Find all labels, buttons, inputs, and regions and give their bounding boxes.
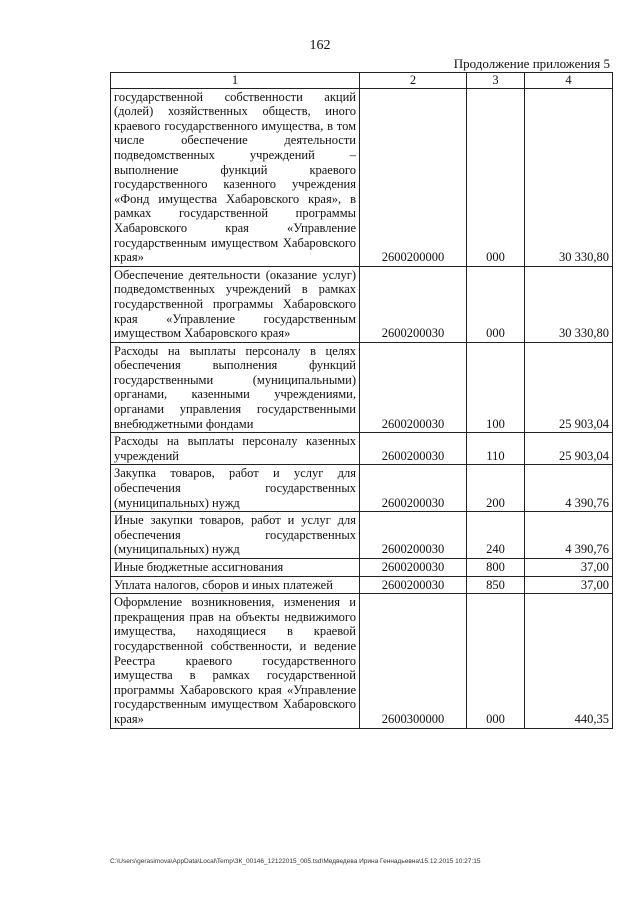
table-row xyxy=(111,594,613,728)
row-amount: 440,35 xyxy=(525,594,613,728)
row-target-code: 2600200030 xyxy=(360,512,467,559)
row-amount: 37,00 xyxy=(525,576,613,594)
row-expense-type: 200 xyxy=(467,465,525,512)
row-description: Расходы на выплаты персоналу в целях обеспечения выполнения функций государственными (муниципальными) органами, казенными учреждениями, органами управления государственными внебюджетными фондами xyxy=(111,342,360,433)
table-row xyxy=(111,433,613,465)
row-description: Уплата налогов, сборов и иных платежей xyxy=(111,576,360,594)
row-amount: 25 903,04 xyxy=(525,433,613,465)
column-header-4: 4 xyxy=(525,73,613,89)
row-expense-type: 110 xyxy=(467,433,525,465)
column-header-1: 1 xyxy=(111,73,360,89)
table-row xyxy=(111,465,613,512)
table-row xyxy=(111,266,613,342)
row-amount: 37,00 xyxy=(525,559,613,577)
column-header-2: 2 xyxy=(360,73,467,89)
row-target-code: 2600200030 xyxy=(360,559,467,577)
row-description: Оформление возникновения, изменения и прекращения прав на объекты недвижимого имущества, находящиеся в краевой государственной собственности, и ведение Реестра краевого государственного имущества в рамках государственной программы Хабаровского края «Управление государственным имуществом Хабаровского края» xyxy=(111,594,360,728)
row-amount: 30 330,80 xyxy=(525,88,613,266)
row-description: Иные бюджетные ассигнования xyxy=(111,559,360,577)
column-header-3: 3 xyxy=(467,73,525,89)
table-row xyxy=(111,342,613,433)
row-description: государственной собственности акций (долей) хозяйственных обществ, иного краевого государственного имущества, в том числе обеспечение деятельности подведомственных учреждений – выполнение функций краевого государственного казенного учреждения «Фонд имущества Хабаровского края», в рамках государственной программы Хабаровского края «Управление государственным имуществом Хабаровского края» xyxy=(111,88,360,266)
row-target-code: 2600200030 xyxy=(360,266,467,342)
row-expense-type: 800 xyxy=(467,559,525,577)
row-amount: 25 903,04 xyxy=(525,342,613,433)
budget-table xyxy=(110,72,613,729)
row-expense-type: 240 xyxy=(467,512,525,559)
row-expense-type: 100 xyxy=(467,342,525,433)
row-expense-type: 000 xyxy=(467,266,525,342)
row-amount: 4 390,76 xyxy=(525,465,613,512)
page-number: 162 xyxy=(309,38,331,53)
row-target-code: 2600300000 xyxy=(360,594,467,728)
row-expense-type: 000 xyxy=(467,88,525,266)
row-description: Закупка товаров, работ и услуг для обеспечения государственных (муниципальных) нужд xyxy=(111,465,360,512)
table-row xyxy=(111,559,613,577)
header-row xyxy=(111,73,613,89)
row-expense-type: 850 xyxy=(467,576,525,594)
row-target-code: 2600200030 xyxy=(360,576,467,594)
row-description: Расходы на выплаты персоналу казенных учреждений xyxy=(111,433,360,465)
table-row xyxy=(111,88,613,266)
row-target-code: 2600200000 xyxy=(360,88,467,266)
row-amount: 4 390,76 xyxy=(525,512,613,559)
row-description: Иные закупки товаров, работ и услуг для обеспечения государственных (муниципальных) нужд xyxy=(111,512,360,559)
row-target-code: 2600200030 xyxy=(360,342,467,433)
table-row xyxy=(111,512,613,559)
continuation-label: Продолжение приложения 5 xyxy=(453,56,610,71)
row-amount: 30 330,80 xyxy=(525,266,613,342)
row-target-code: 2600200030 xyxy=(360,465,467,512)
row-description: Обеспечение деятельности (оказание услуг) подведомственных учреждений в рамках государственной программы Хабаровского края «Управление государственным имуществом Хабаровского края» xyxy=(111,266,360,342)
row-expense-type: 000 xyxy=(467,594,525,728)
file-path-footer: C:\Users\gerasimova\AppData\Local\Temp\ЗК_00146_12122015_005.tsd\Медведева Ирина Геннадьевна\15.12.2015 10:27:15 xyxy=(110,858,481,865)
row-target-code: 2600200030 xyxy=(360,433,467,465)
table-row xyxy=(111,576,613,594)
